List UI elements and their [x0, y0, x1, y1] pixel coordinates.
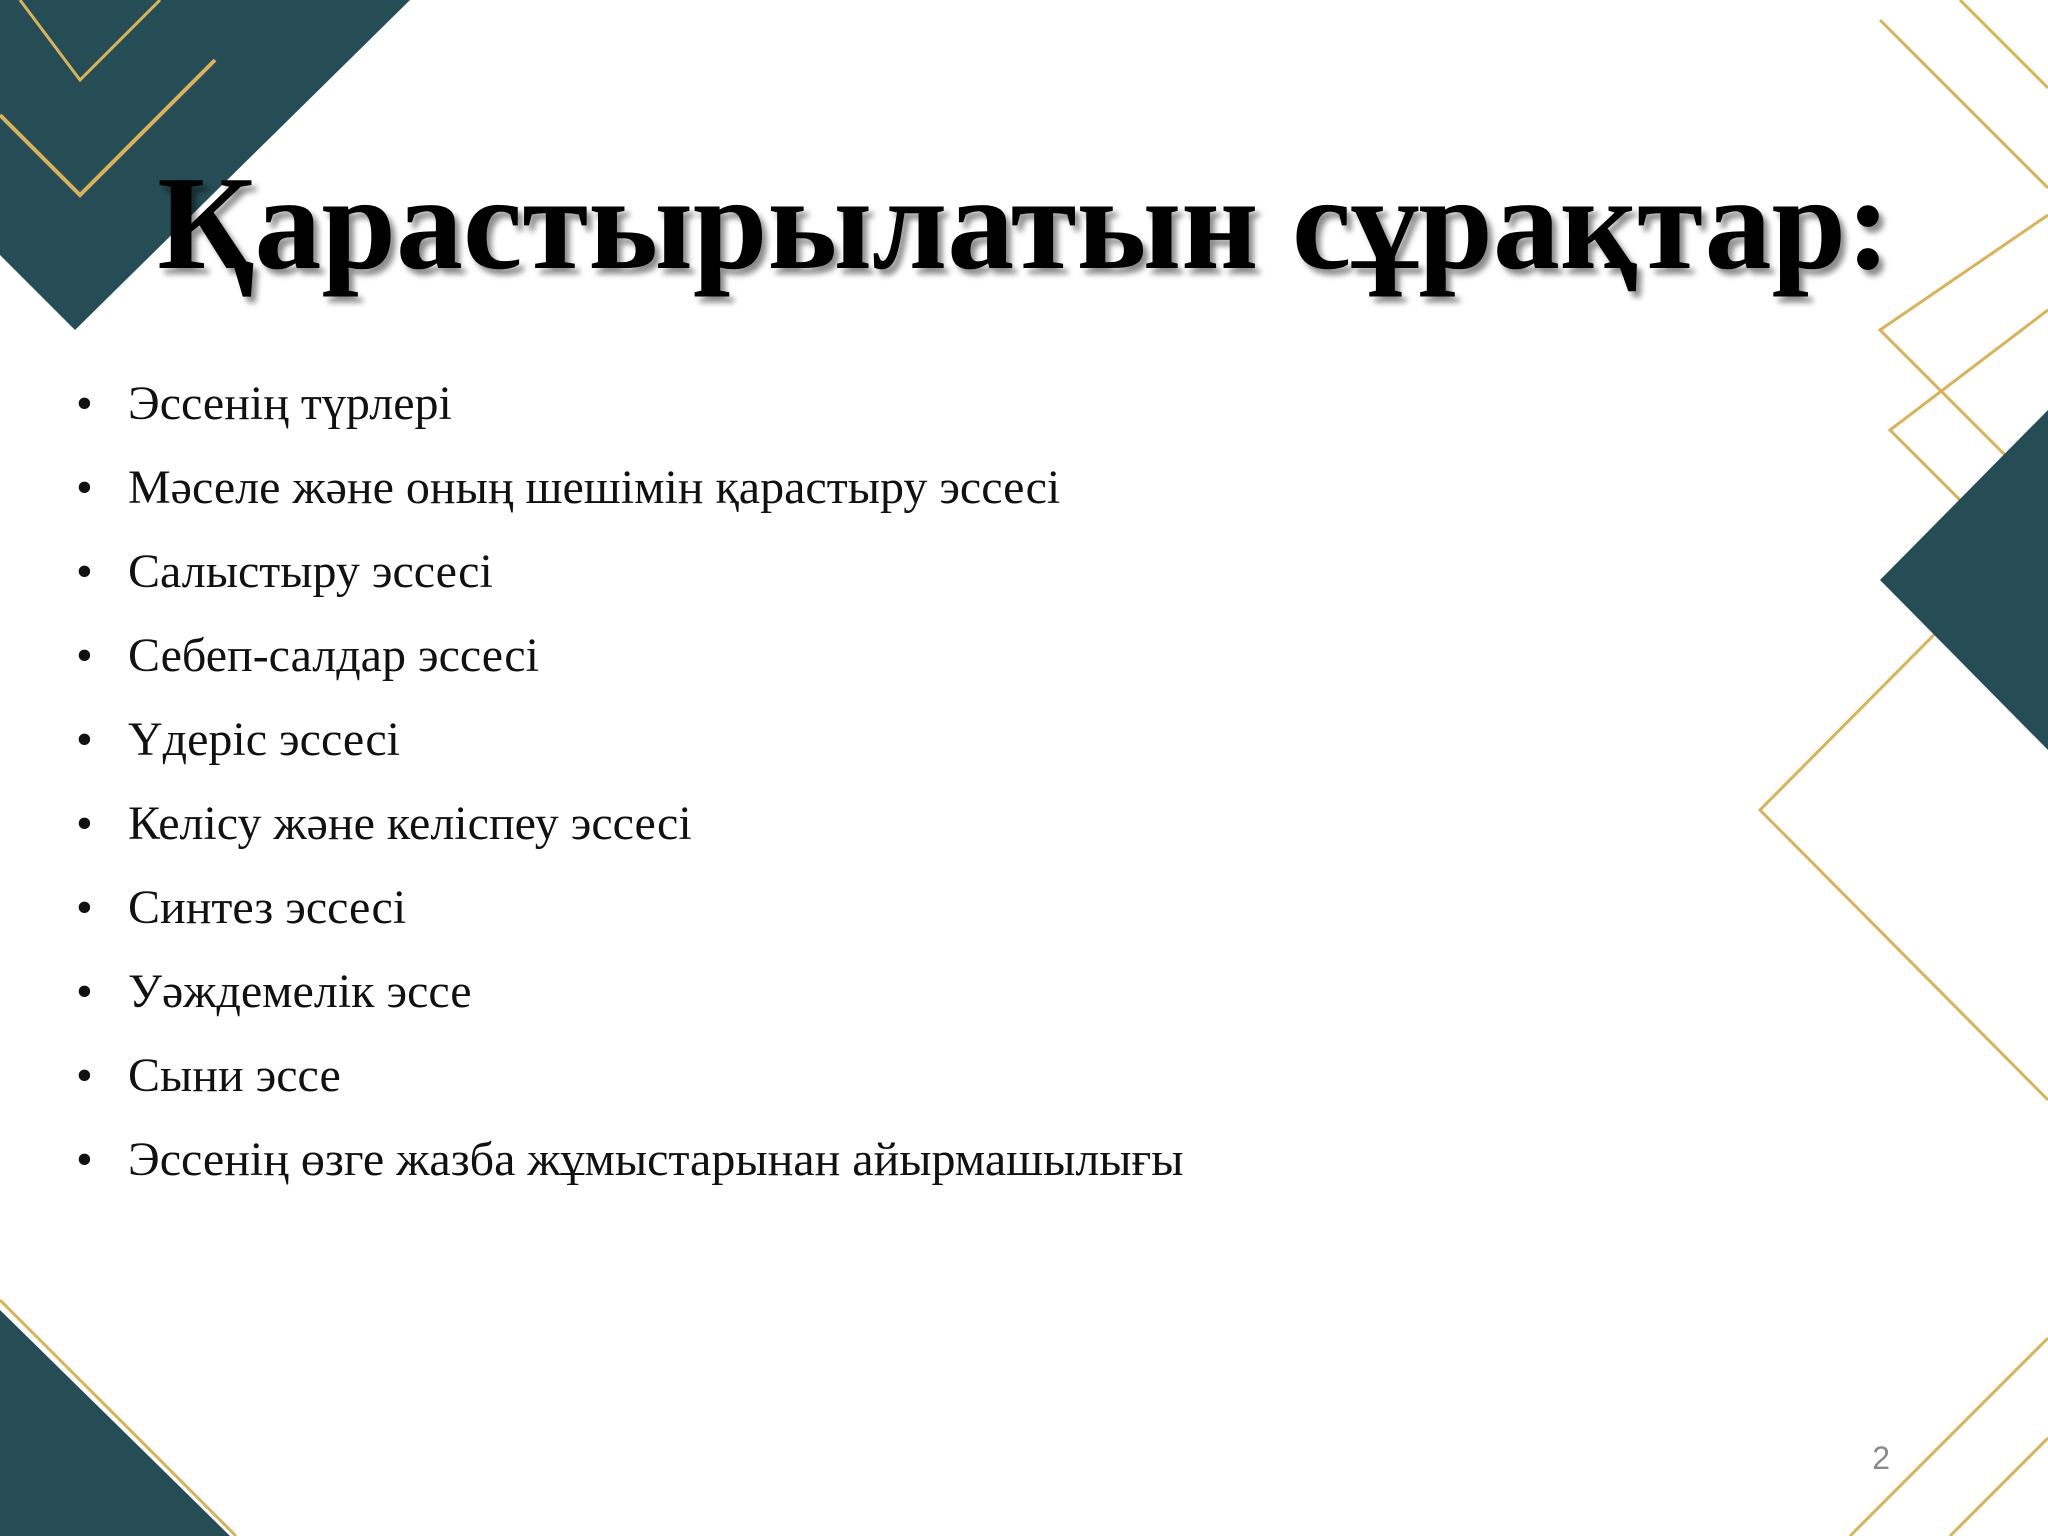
list-item-text: Эссенің түрлері [128, 377, 452, 430]
bullet-icon: • [76, 629, 93, 682]
list-item-text: Үдеріс эссесі [128, 713, 400, 766]
bullet-icon: • [76, 797, 93, 850]
list-item-text: Келісу және келіспеу эссесі [128, 797, 692, 850]
bullet-icon: • [76, 713, 93, 766]
list-item-text: Уәждемелік эссе [128, 965, 472, 1018]
bottom-right-gold-line-1 [1850, 1338, 2048, 1536]
list-item-text: Сыни эссе [128, 1049, 341, 1102]
bullet-icon: • [76, 881, 93, 934]
bottom-left-teal-triangle [0, 1310, 230, 1536]
bullet-icon: • [76, 545, 93, 598]
list-item-text: Эссенің өзге жазба жұмыстарынан айырмашылығы [128, 1133, 1184, 1186]
list-item [70, 950, 1770, 1034]
list-item-text: Мәселе және оның шешімін қарастыру эссесі [128, 461, 1061, 514]
topic-list [70, 362, 1770, 1202]
bottom-right-gold-line-2 [1950, 1438, 2048, 1536]
list-item [70, 530, 1770, 614]
right-teal-diamond [1880, 410, 2048, 750]
list-item [70, 362, 1770, 446]
list-item-text: Синтез эссесі [128, 881, 407, 934]
bullet-icon: • [76, 1133, 93, 1186]
list-item [70, 782, 1770, 866]
list-item [70, 866, 1770, 950]
list-item [70, 446, 1770, 530]
bullet-icon: • [76, 461, 93, 514]
right-gold-diamond-2 [1960, 0, 2048, 88]
slide-title: Қарастырылатын сұрақтар: [157, 149, 1891, 297]
list-item-text: Себеп-салдар эссесі [128, 629, 539, 682]
bullet-icon: • [76, 377, 93, 430]
bullet-icon: • [76, 965, 93, 1018]
list-item [70, 698, 1770, 782]
page-number: 2 [1872, 1440, 1890, 1476]
list-item [70, 1118, 1770, 1202]
list-item [70, 1034, 1770, 1118]
bullet-icon: • [76, 1049, 93, 1102]
list-item-text: Салыстыру эссесі [128, 545, 493, 598]
list-item [70, 614, 1770, 698]
